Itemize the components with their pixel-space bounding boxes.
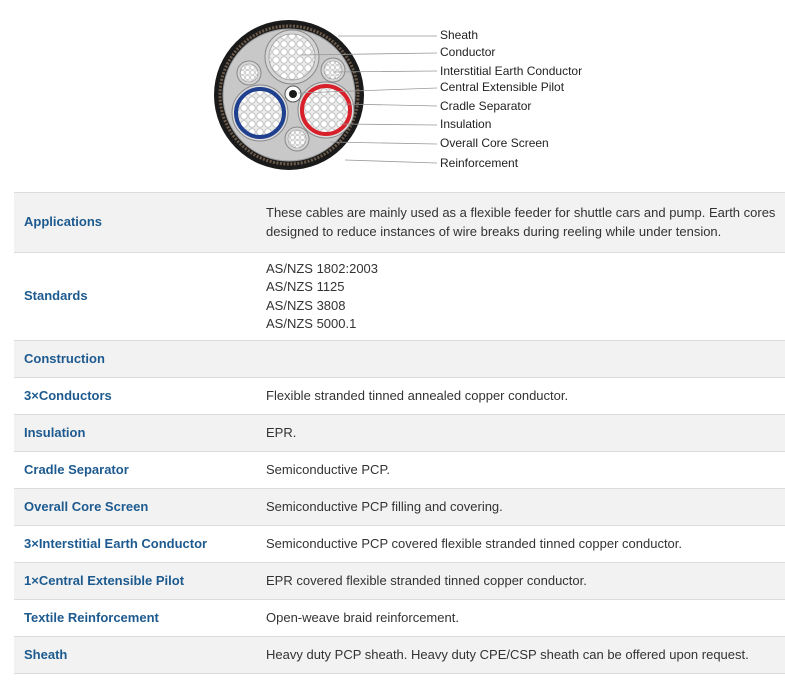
label-overall-core-screen: Overall Core Screen — [440, 136, 549, 150]
row-key: Overall Core Screen — [14, 489, 256, 526]
table-row — [14, 452, 785, 489]
row-value: Semiconductive PCP covered flexible stranded tinned copper conductor. — [256, 526, 785, 563]
row-value: EPR covered flexible stranded tinned copper conductor. — [256, 563, 785, 600]
row-value: Open-weave braid reinforcement. — [256, 600, 785, 637]
standards-list — [256, 253, 785, 341]
label-reinforcement: Reinforcement — [440, 156, 519, 170]
row-key: Applications — [14, 193, 256, 253]
table-row — [14, 489, 785, 526]
table-row — [14, 526, 785, 563]
label-interstitial-earth-conductor: Interstitial Earth Conductor — [440, 64, 583, 78]
table-row — [14, 341, 785, 378]
standard-item: AS/NZS 3808 — [266, 297, 346, 313]
table-row — [14, 563, 785, 600]
blue-insulated-core — [236, 89, 284, 137]
row-key: 1×Central Extensible Pilot — [14, 563, 256, 600]
label-insulation: Insulation — [440, 117, 492, 131]
row-key: Cradle Separator — [14, 452, 256, 489]
row-key: 3×Interstitial Earth Conductor — [14, 526, 256, 563]
standard-item: AS/NZS 5000.1 — [266, 316, 357, 331]
table-row — [14, 637, 785, 674]
table-row — [14, 415, 785, 452]
row-key: Insulation — [14, 415, 256, 452]
table-row — [14, 600, 785, 637]
row-key: Construction — [14, 341, 256, 378]
row-key: Sheath — [14, 637, 256, 674]
specification-table — [14, 192, 785, 674]
red-insulated-core — [302, 86, 350, 134]
table-row — [14, 378, 785, 415]
label-central-extensible-pilot: Central Extensible Pilot — [440, 80, 565, 94]
row-value: Flexible stranded tinned annealed copper conductor. — [256, 378, 785, 415]
label-conductor: Conductor — [440, 45, 496, 59]
row-key: Standards — [14, 253, 256, 341]
row-key: 3×Conductors — [14, 378, 256, 415]
row-key: Textile Reinforcement — [14, 600, 256, 637]
row-value — [256, 341, 785, 378]
row-value: Semiconductive PCP filling and covering. — [256, 489, 785, 526]
standard-item: AS/NZS 1125 — [266, 279, 345, 294]
row-value: Semiconductive PCP. — [256, 452, 785, 489]
table-row — [14, 253, 785, 341]
standard-item: AS/NZS 1802:2003 — [266, 260, 379, 276]
cable-cross-section-diagram — [0, 0, 785, 185]
row-value: Heavy duty PCP sheath. Heavy duty CPE/CSP sheath can be offered upon request. — [256, 637, 785, 674]
row-value: EPR. — [256, 415, 785, 452]
table-row — [14, 193, 785, 253]
row-value: These cables are mainly used as a flexible feeder for shuttle cars and pump. Earth cores designed to reduce instances of wire breaks during reeling while under tension. — [256, 193, 785, 253]
label-cradle-separator: Cradle Separator — [440, 99, 532, 113]
conductor — [269, 34, 315, 80]
cable-cross-section-figure — [0, 0, 785, 185]
label-sheath: Sheath — [440, 28, 479, 42]
